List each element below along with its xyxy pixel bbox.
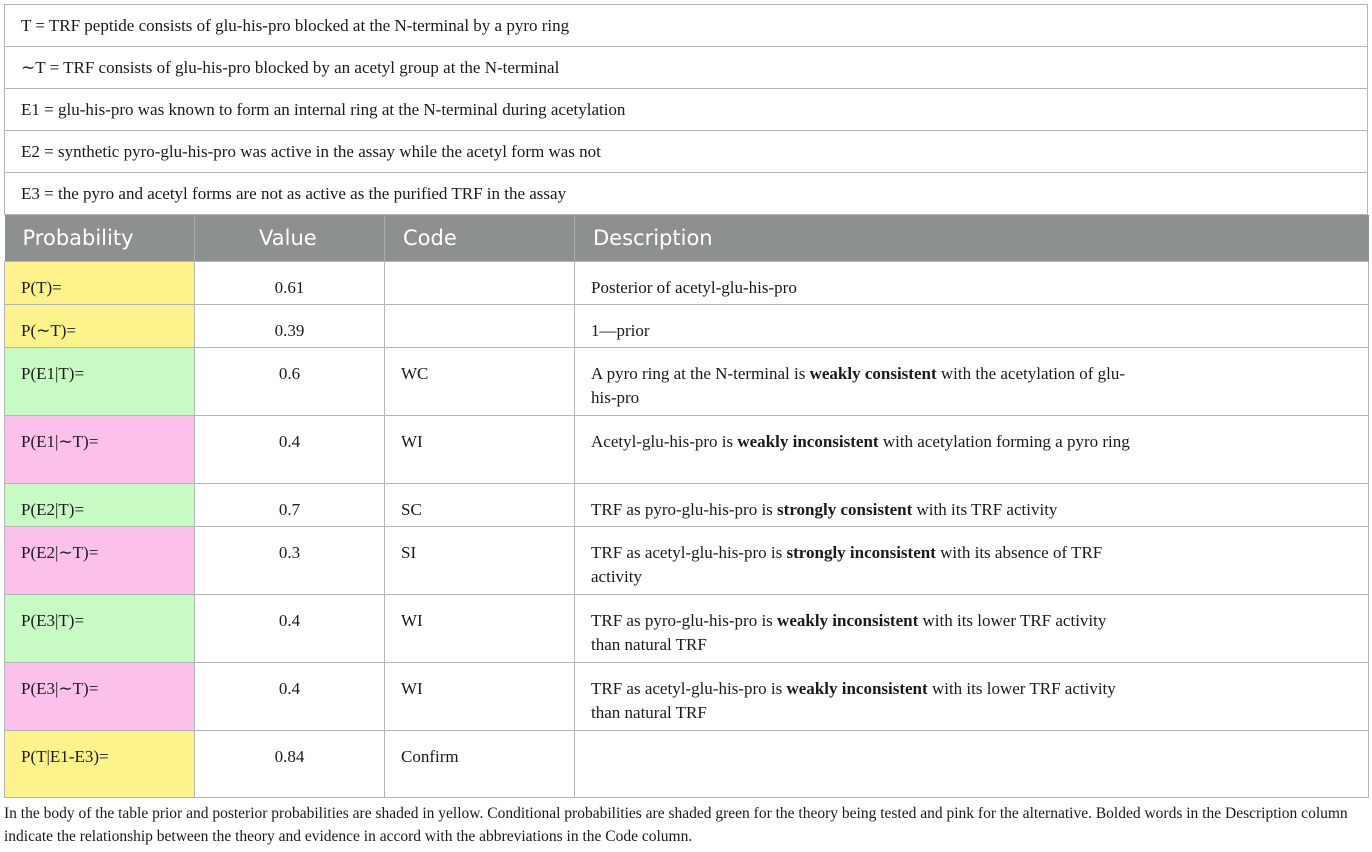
desc-text: TRF as acetyl-glu-his-pro is — [591, 678, 787, 698]
table-header-row — [5, 215, 1369, 261]
cell-probability: P(T)= — [5, 261, 195, 304]
desc-text: with its lower TRF activity than natural TRF — [591, 610, 1107, 654]
desc-text: with acetylation forming a pyro ring — [878, 431, 1130, 451]
desc-text: Posterior of acetyl-glu-his-pro — [591, 277, 797, 297]
desc-text: with the acetylation of glu-his-pro — [591, 363, 1125, 407]
cell-code: SI — [385, 526, 575, 594]
cell-value: 0.7 — [195, 483, 385, 526]
cell-value: 0.39 — [195, 304, 385, 347]
table-row — [5, 304, 1369, 347]
cell-description — [575, 415, 1369, 483]
cell-description — [575, 304, 1369, 347]
desc-bold: strongly consistent — [777, 499, 913, 519]
cell-value: 0.6 — [195, 347, 385, 415]
cell-probability: P(E3|T)= — [5, 594, 195, 662]
header-description: Description — [575, 215, 1369, 261]
cell-code — [385, 304, 575, 347]
desc-text: Acetyl-glu-his-pro is — [591, 431, 738, 451]
cell-description — [575, 730, 1369, 797]
cell-description — [575, 347, 1369, 415]
cell-probability: P(E2|∼T)= — [5, 526, 195, 594]
desc-text: TRF as pyro-glu-his-pro is — [591, 499, 778, 519]
desc-text: 1—prior — [591, 320, 650, 340]
cell-value: 0.3 — [195, 526, 385, 594]
cell-value: 0.4 — [195, 594, 385, 662]
cell-code: WI — [385, 594, 575, 662]
definition-e2: E2 = synthetic pyro-glu-his-pro was active in the assay while the acetyl form was not — [4, 131, 1368, 173]
definition-not-t: ∼T = TRF consists of glu-his-pro blocked by an acetyl group at the N-terminal — [4, 47, 1368, 89]
desc-bold: weakly inconsistent — [737, 431, 879, 451]
desc-text: with its absence of TRF activity — [591, 542, 1103, 586]
cell-code: WI — [385, 415, 575, 483]
cell-probability: P(E2|T)= — [5, 483, 195, 526]
cell-probability: P(∼T)= — [5, 304, 195, 347]
cell-description — [575, 261, 1369, 304]
desc-text: A pyro ring at the N-terminal is — [591, 363, 810, 383]
cell-description — [575, 526, 1369, 594]
desc-text: with its TRF activity — [912, 499, 1058, 519]
definition-e3: E3 = the pyro and acetyl forms are not as active as the purified TRF in the assay — [4, 173, 1368, 215]
desc-text: with its lower TRF activity than natural TRF — [591, 678, 1116, 722]
desc-bold: weakly inconsistent — [786, 678, 928, 698]
table-row — [5, 662, 1369, 730]
desc-bold: strongly inconsistent — [786, 542, 936, 562]
probability-table — [4, 215, 1369, 798]
cell-probability: P(E1|∼T)= — [5, 415, 195, 483]
cell-description — [575, 662, 1369, 730]
table-row — [5, 594, 1369, 662]
header-code: Code — [385, 215, 575, 261]
cell-probability: P(E1|T)= — [5, 347, 195, 415]
header-value: Value — [195, 215, 385, 261]
cell-code: WI — [385, 662, 575, 730]
cell-code: SC — [385, 483, 575, 526]
table-container — [4, 4, 1368, 798]
definition-t: T = TRF peptide consists of glu-his-pro blocked at the N-terminal by a pyro ring — [4, 4, 1368, 47]
header-probability: Probability — [5, 215, 195, 261]
desc-text: TRF as acetyl-glu-his-pro is — [591, 542, 787, 562]
table-row — [5, 347, 1369, 415]
table-row — [5, 415, 1369, 483]
cell-code: Confirm — [385, 730, 575, 797]
table-footnote: In the body of the table prior and posterior probabilities are shaded in yellow. Conditional probabilities are shaded green for the theory being tested and pink for the alternative. Bolded words in the Description column indicate the relationship between the theory and evidence in accord with the abbreviations in the Code column. — [4, 805, 1348, 845]
cell-probability: P(E3|∼T)= — [5, 662, 195, 730]
cell-value: 0.4 — [195, 415, 385, 483]
table-row — [5, 483, 1369, 526]
desc-text: TRF as pyro-glu-his-pro is — [591, 610, 778, 630]
cell-code — [385, 261, 575, 304]
cell-description — [575, 483, 1369, 526]
desc-bold: weakly consistent — [809, 363, 937, 383]
cell-value: 0.61 — [195, 261, 385, 304]
table-row — [5, 730, 1369, 797]
definition-e1: E1 = glu-his-pro was known to form an internal ring at the N-terminal during acetylation — [4, 89, 1368, 131]
cell-value: 0.84 — [195, 730, 385, 797]
desc-bold: weakly inconsistent — [777, 610, 919, 630]
cell-value: 0.4 — [195, 662, 385, 730]
table-row — [5, 526, 1369, 594]
table-row — [5, 261, 1369, 304]
cell-probability: P(T|E1-E3)= — [5, 730, 195, 797]
cell-code: WC — [385, 347, 575, 415]
cell-description — [575, 594, 1369, 662]
